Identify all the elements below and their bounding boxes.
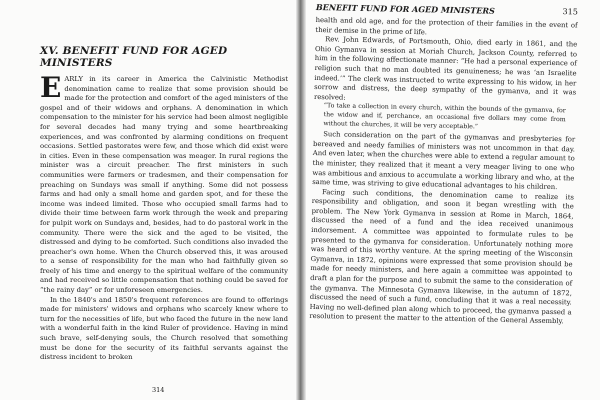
left-paragraph-1-text: ARLY in its career in America the Calvinistic Methodist denomination came to realize that some provision should be made for the protection and comfort of the aged ministers of the gospel and of their widows and orphans. A denomination in which compensation to the minister for his service had been almost negligible for several decades had many trying and some heartbreaking experiences, and was confronted by alarming conditions on frequent occasions. Settled pastorates were few, and those which did exist were in cities. Even in these compensation was meager. In rural regions the minister was a circuit preacher. The first ministers in such communities were farmers or tradesmen, and their compensation for preaching on Sundays was small if anything. Some did not possess farms and had only a small home and garden spot, and for these the income was indeed limited. Those who occupied small farms had to divide their time between farm work through the week and preparing for pulpit work on Sundays and, besides, had to do pastoral work in the community. There were the sick and the aged to be visited, the distressed and dying to be comforted. Such conditions also invaded the preacher's own home. When the Church observed this, it was aroused to a sense of responsibility for the man who had faithfully given so freely of his time and energy to the spiritual welfare of the community and had received so little compensation that nothing could be saved for “the rainy day” or for unforeseen emergencies. (40, 75, 288, 295)
book-gutter (296, 0, 306, 400)
left-page-number: 314 (152, 386, 165, 394)
chapter-title: XV. BENEFIT FUND FOR AGED MINISTERS (40, 45, 228, 69)
running-head (316, 2, 578, 17)
block-quote-text: “To take a collection in every church, within the bounds of the gymanva, for the widow and if, perchance, an occasional five dollars may come from without the churches, it will be very acceptable.” (323, 102, 566, 130)
left-paragraph-1 (40, 71, 288, 296)
right-paragraph-4: Facing such conditions, the denomination came to realize its responsibility and obligation, and soon it began wrestling with the problem. The New York Gymanva in session at Rome in March, 1864, discussed the need of a fund and the idea received unanimous indorsement. A committee was appointed to formulate rules to be presented to the gymanva for consideration. Unfortunately nothing more was heard of this worthy venture. At the spring meeting of the Wisconsin Gymanva, in 1872, opinions were expressed that some provision should be made for needy ministers, and here again a committee was appointed to draft a plan for the purpose and to submit the same to the consideration of the gymanva. The Minnesota Gymanva likewise, in the autumn of 1872, discussed the need of such a fund, concluding that it was a real necessity. Having no well-defined plan along which to proceed, the gymanva passed a resolution to present the matter to the attention of the General Assembly. (309, 187, 575, 326)
right-paragraph-2: Rev. John Edwards, of Portsmouth, Ohio, died early in 1861, and the Ohio Gymanva in session at Moriah Church, Jackson County, referred to him in the following affectionate manner: “He had a personal experience of religion such that no man doubted its genuineness; he was ‘an Israelite indeed.’” The clerk was instructed to write expressing to his widow, in her sorrow and distress, the deep sympathy of the gymanva, and it was resolved: (313, 35, 578, 102)
right-page-text-block (309, 2, 578, 327)
right-paragraph-1: health and old age, and for the protection of their families in the event of their demise in the prime of life. (315, 15, 578, 36)
left-paragraph-2: In the 1840's and 1850's frequent references are found to offerings made for ministers' widows and orphans who scarcely knew where to turn for the necessities of life, but who faced the future in the new land with a wonderful faith in the kind Ruler of providence. Having in mind such brave, self-denying souls, the Church resolved that something must be done for the security of its faithful servants against the distress incident to broken (40, 295, 288, 362)
right-paragraph-3: Such consideration on the part of the gymanvas and presbyteries for bereaved and needy families of ministers was not uncommon in that day. And even later, when the churches were able to extend a regular amount to the minister, they realized that it meant a very meager living to one who was ambitious and anxious to accumulate a working library and who, at the same time, was striving to give educational advantages to his children. (312, 130, 576, 192)
drop-cap: E (40, 71, 62, 104)
left-page-text-block (40, 45, 288, 363)
right-page (300, 0, 600, 400)
block-quote (313, 102, 575, 133)
running-head-title: BENEFIT FUND FOR AGED MINISTERS (315, 2, 495, 16)
right-page-number: 315 (562, 7, 578, 17)
